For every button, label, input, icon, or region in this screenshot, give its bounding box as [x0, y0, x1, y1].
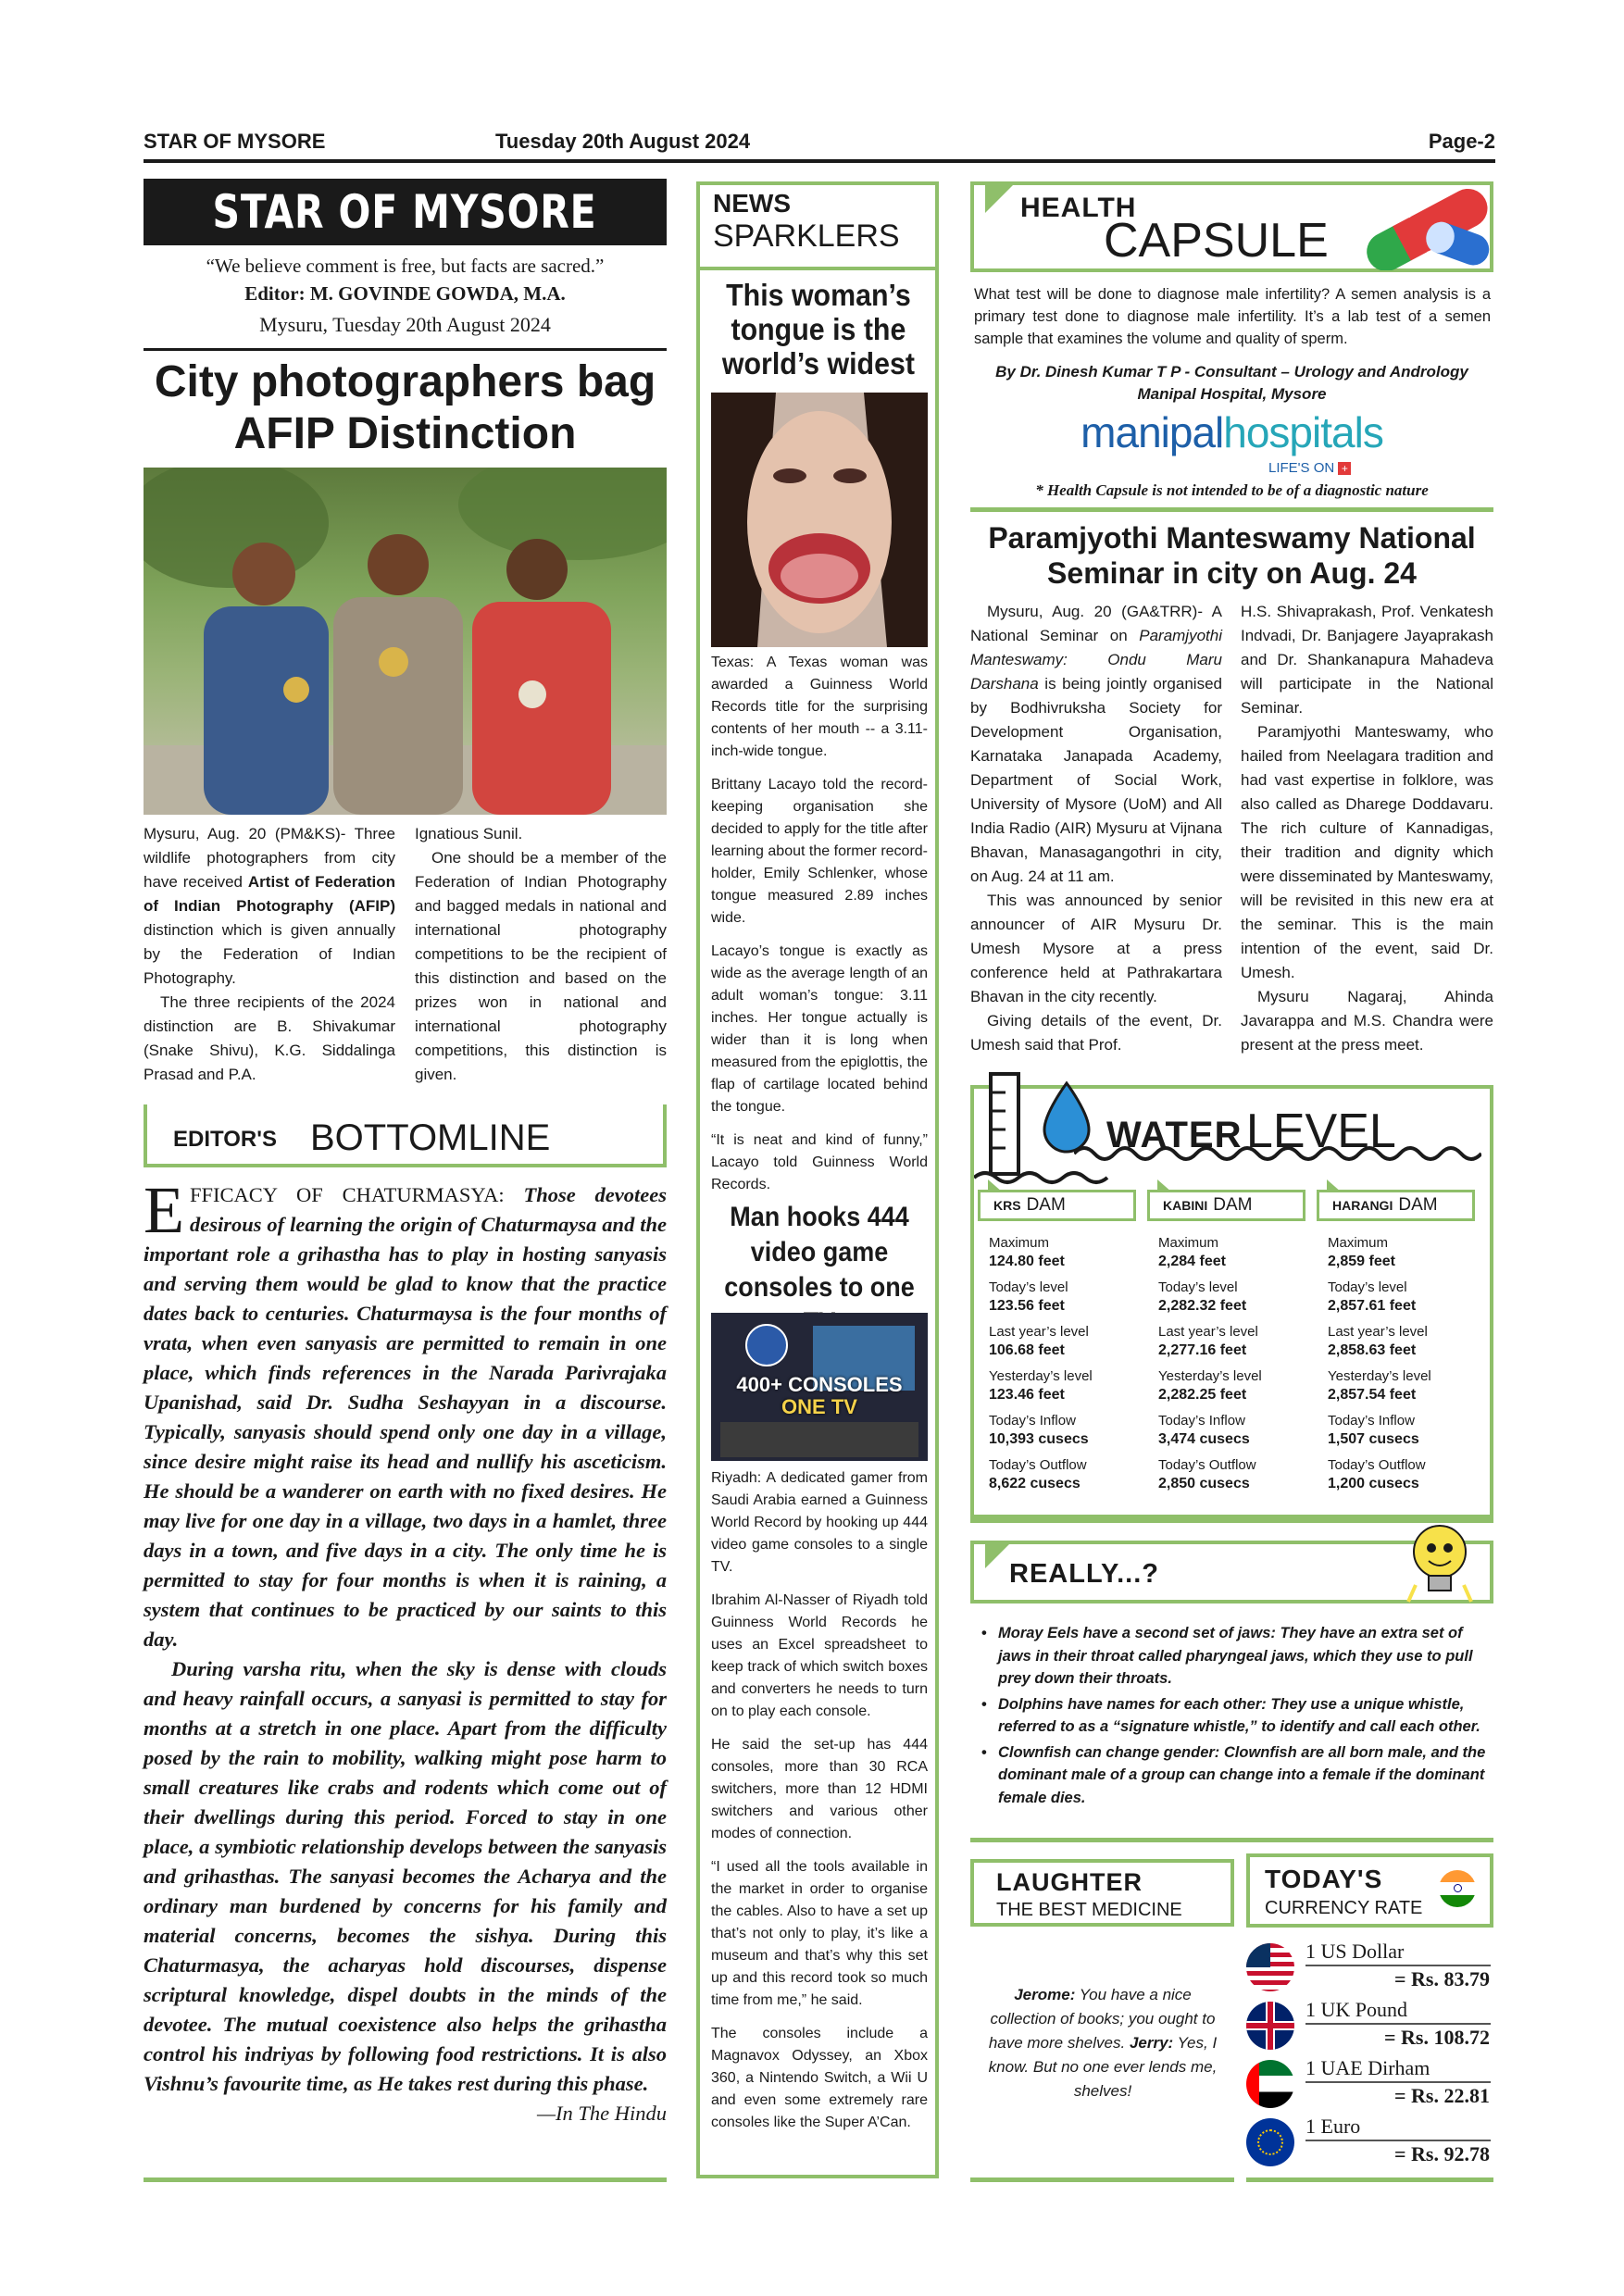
water-gauge-icon — [974, 1065, 1113, 1185]
dam-name-bold: KABINI — [1163, 1198, 1208, 1213]
story2-headline: Man hooks 444 video game consoles to one — [724, 1202, 915, 1303]
lightbulb-icon — [1403, 1518, 1477, 1606]
dam-name-bold: KRS — [993, 1198, 1021, 1213]
seminar-col2 — [1241, 600, 1493, 1057]
seminar-p1-italic: Paramjyothi Manteswamy: Ondu Maru Darshana — [970, 627, 1222, 693]
dam-row-label: Last year’s level — [1158, 1324, 1258, 1340]
laughter-speaker1: Jerome: — [1014, 1986, 1076, 2003]
water-label-bold: WATER — [1106, 1115, 1243, 1155]
dam-row-value: 2,859 feet — [1328, 1254, 1395, 1269]
dam-column-harangi — [1317, 1190, 1475, 1501]
news-label-rule — [696, 267, 939, 270]
health-disclaimer: * Health Capsule is not intended to be of a diagnostic nature — [1035, 481, 1429, 499]
currency-divider — [1305, 2081, 1491, 2083]
editors-p1: Those devotees desirous of learning the origin of Chaturmaysa and the important role a grihastha has to play in hosting sanyasis and serving them would be glad to know that the practice dates back to centuries. Chaturmaysa is the four months of vrata, when even sanyasis are permitted to remain in one place, which finds references in the Narada Parivrajaka Upanishad, said Dr. Sudha Seshayyan in a discourse. Typically, sanyasis should spend only one day in a village, since desire might raise its head and nullify his asceticism. He should be a wanderer on earth with no fixed desires. He may live for one day in a village, two days in a hamlet, three days in a town, and five days in a city. The only time he is permitted to stay for four months is when it is raining, a system that continues to be practiced by our saints to this day. — [144, 1183, 667, 1651]
currency-box — [1246, 1853, 1493, 1928]
lead-body-col1 — [144, 822, 395, 1087]
masthead-logo — [144, 179, 667, 245]
dam-row-label: Last year’s level — [1328, 1324, 1428, 1340]
manipal-logo-part1: manipal — [1081, 408, 1224, 456]
dam-row-label: Today’s Outflow — [1328, 1457, 1426, 1473]
story1-p2: Brittany Lacayo told the record-keeping organisation she decided to apply for the title after learning about the former record-holder, Emily Schlenker, whose tongue measured 2.89 inches wide. — [711, 777, 928, 926]
story2-p5: The consoles include a Magnavox Odyssey, an Xbox 360, a Nintendo Switch, a Wii U and even some extremely rare consoles like the Super A’Can. — [711, 2026, 928, 2130]
masthead-editor: Editor: M. GOVINDE GOWDA, M.A. — [244, 282, 566, 305]
currency-divider — [1305, 1965, 1491, 1966]
really-item — [970, 1622, 1493, 1691]
health-byline — [970, 361, 1493, 406]
health-body: What test will be done to diagnose male infertility? A semen analysis is a primary test done to diagnose male infertility. It’s a lab test of a semen sample that examines the volume and quality of sperm. — [974, 286, 1491, 347]
seminar-headline — [970, 520, 1493, 591]
lead-body-p1-text-a: Mysuru, Aug. 20 (PM&KS)- Three wildlife photographers from city have received — [144, 825, 395, 891]
dam-row-label: Yesterday’s level — [989, 1368, 1093, 1384]
really-items — [970, 1622, 1493, 1809]
dam-row-value: 124.80 feet — [989, 1254, 1065, 1269]
dam-row-label: Today’s Inflow — [1158, 1413, 1245, 1429]
editors-bottomline-label-box — [144, 1104, 667, 1167]
dam-row-value: 3,474 cusecs — [1158, 1431, 1250, 1447]
bullet-icon: • — [981, 1743, 987, 1761]
masthead-logo-text: STAR OF MYSORE — [213, 185, 597, 239]
story2-p1: Riyadh: A dedicated gamer from Saudi Arabia earned a Guinness World Record by hooking up 444 video game consoles to a single TV. — [711, 1470, 928, 1575]
currency-value: = Rs. 92.78 — [1394, 2142, 1490, 2165]
bullet-icon: • — [981, 1625, 987, 1641]
seminar-p6: Mysuru Nagaraj, Ahinda Javarappa and M.S. Chandra were present at the press meet. — [1241, 988, 1493, 1054]
lead-body-col2 — [415, 822, 667, 1087]
laughter-line2: Yes, I know. But no one ever lends me, shelves! — [988, 2034, 1218, 2100]
currency-unit: 1 UK Pound — [1305, 1998, 1408, 2021]
dam-corner-tab — [1327, 1179, 1342, 1192]
currency-unit: 1 US Dollar — [1305, 1940, 1405, 1963]
header-rule — [144, 159, 1495, 163]
uk-flag-icon — [1246, 2002, 1294, 2050]
photographers-illustration — [144, 468, 667, 815]
really-label: REALLY...? — [1009, 1559, 1160, 1589]
really-item-text: Clownfish can change gender: Clownfish are all born male, and the dominant male of a group can change into a female if the dominant female dies. — [998, 1743, 1486, 1806]
currency-divider — [1305, 2023, 1491, 2025]
dam-row-value: 1,507 cusecs — [1328, 1431, 1419, 1447]
lead-photo — [144, 468, 667, 815]
currency-row — [1246, 1940, 1493, 1995]
story2-photo-caption — [711, 1374, 928, 1418]
india-flag-icon — [1439, 1870, 1476, 1907]
dam-row-label: Today’s level — [1158, 1279, 1238, 1295]
dam-row-label: Today’s Inflow — [989, 1413, 1076, 1429]
currency-label-bold: TODAY'S — [1265, 1865, 1383, 1893]
dam-column-kabini — [1147, 1190, 1305, 1501]
health-byline-2: Manipal Hospital, Mysore — [1137, 385, 1327, 403]
dam-row-value: 2,858.63 feet — [1328, 1342, 1417, 1358]
seminar-p5: Paramjyothi Manteswamy, who hailed from Neelagara tradition and had vast expertise in folklore, was also called as Dharege Doddavaru. The rich culture of Kannadigas, their tradition and dignity which were disseminated by Manteswamy, will be revisited in this new era at the seminar. This is the main intention of the event, said Dr. Umesh. — [1241, 723, 1493, 981]
news-sparklers-label — [713, 189, 900, 254]
dam-row-label: Last year’s level — [989, 1324, 1089, 1340]
dam-row-value: 2,857.54 feet — [1328, 1387, 1417, 1403]
story2-body — [711, 1467, 928, 2145]
story2-p4: “I used all the tools available in the market in order to organise the cables. Also to have a set up that’s not only to play, it’s like a museum and that’s why this set up and this record took so much time from me,” he said. — [711, 1859, 928, 2008]
bullet-icon: • — [981, 1695, 987, 1713]
really-list — [970, 1622, 1493, 1812]
really-corner-tab — [985, 1544, 1009, 1568]
lead-body-p1-bold: Artist of Federation of Indian Photography (AFIP) — [144, 873, 395, 915]
editors-label-light: BOTTOMLINE — [310, 1117, 551, 1158]
story2-p3: He said the set-up has 444 consoles, more than 30 RCA switchers, more than 12 HDMI switchers and various other modes of connection. — [711, 1737, 928, 1841]
dam-row-value: 2,857.61 feet — [1328, 1298, 1417, 1314]
lead-headline-line1: City photographers bag — [154, 357, 656, 406]
seminar-headline-1: Paramjyothi Manteswamy National — [988, 521, 1476, 555]
dam-row-value: 2,277.16 feet — [1158, 1342, 1247, 1358]
dam-row-label: Yesterday’s level — [1328, 1368, 1431, 1384]
dam-column-krs — [978, 1190, 1136, 1501]
dam-row-value: 8,622 cusecs — [989, 1476, 1081, 1491]
really-item — [970, 1741, 1493, 1810]
story2-p2: Ibrahim Al-Nasser of Riyadh told Guinness World Records he uses an Excel spreadsheet to keep track of which switch boxes and converters he needs to turn on to play each console. — [711, 1592, 928, 1719]
dam-row-value: 10,393 cusecs — [989, 1431, 1089, 1447]
currency-value: = Rs. 83.79 — [1394, 1967, 1490, 1990]
story1-p1: Texas: A Texas woman was awarded a Guinness World Records title for the surprising contents of her mouth -- a 3.11-inch-wide tongue. — [711, 655, 928, 759]
dam-row-value: 123.56 feet — [989, 1298, 1065, 1314]
lead-headline-line2: AFIP Distinction — [233, 409, 577, 458]
dam-row-label: Today’s Outflow — [1158, 1457, 1256, 1473]
dam-row-value: 123.46 feet — [989, 1387, 1065, 1403]
health-capsule-header-box — [970, 181, 1493, 272]
water-dams — [978, 1190, 1487, 1504]
plus-icon: + — [1338, 462, 1351, 475]
water-level-label — [1106, 1104, 1396, 1159]
currency-row — [1246, 2115, 1493, 2170]
really-item-text: Moray Eels have a second set of jaws: They have an extra set of jaws in their throat called pharyngeal jaws, which they use to pull prey down their throats. — [998, 1625, 1473, 1687]
currency-rates — [1246, 1940, 1493, 2176]
news-label-bold: NEWS — [713, 189, 791, 218]
laughter-line1: You have a nice collection of books; you ought to have more shelves. — [988, 1986, 1216, 2052]
currency-unit: 1 Euro — [1305, 2115, 1361, 2138]
eu-flag-icon — [1246, 2118, 1294, 2166]
laughter-box — [970, 1859, 1234, 1927]
dam-row-label: Today’s Inflow — [1328, 1413, 1415, 1429]
health-label-bold: HEALTH — [1020, 193, 1137, 223]
currency-value: = Rs. 108.72 — [1384, 2026, 1490, 2049]
dam-row-value: 1,200 cusecs — [1328, 1476, 1419, 1491]
dam-name-light: DAM — [1398, 1195, 1438, 1215]
dam-row-label: Today’s level — [1328, 1279, 1407, 1295]
story2-caption-line2: ONE TV — [781, 1395, 857, 1418]
dam-row-label: Maximum — [989, 1235, 1050, 1251]
story1-p4: “It is neat and kind of funny,” Lacayo told Guinness World Records. — [711, 1132, 928, 1192]
left-bottom-rule — [144, 2177, 667, 2182]
dam-row-value: 2,282.25 feet — [1158, 1387, 1247, 1403]
health-byline-1: By Dr. Dinesh Kumar T P - Consultant – Urology and Andrology — [995, 363, 1468, 381]
dam-name-bold: HARANGI — [1332, 1198, 1393, 1213]
story1-headline: This woman’s tongue is the world’s widest — [721, 278, 915, 381]
laughter-speaker2: Jerry: — [1129, 2034, 1174, 2052]
seminar-p1-b: is being jointly organised by Bodhivruksha Society for Development Organisation, Karnataka Janapada Academy, Department of Social Work, University of Mysore (UoM) and All India Radio (AIR) Mysuru at Vijnana Bhavan, Manasagangothri in city, on Aug. 24 at 11 am. — [970, 675, 1222, 885]
laughter-joke — [981, 1983, 1224, 2103]
water-label-light: LEVEL — [1245, 1104, 1396, 1158]
page-header — [144, 130, 1495, 163]
uae-flag-icon — [1246, 2060, 1294, 2108]
lead-body-p1 — [144, 822, 395, 991]
dam-name-box — [1147, 1190, 1305, 1221]
capsule-icon — [1354, 185, 1497, 270]
dam-corner-tab — [988, 1179, 1003, 1192]
currency-value: = Rs. 22.81 — [1394, 2084, 1490, 2107]
really-bottom-rule — [970, 1838, 1493, 1842]
editors-bottomline-tab — [144, 1104, 147, 1164]
currency-unit: 1 UAE Dirham — [1305, 2056, 1430, 2079]
manipal-tagline — [1268, 460, 1351, 476]
dam-row-label: Maximum — [1328, 1235, 1389, 1251]
story2-photo — [711, 1313, 928, 1461]
dam-row-label: Maximum — [1158, 1235, 1219, 1251]
story2-caption-line1: 400+ CONSOLES — [736, 1373, 903, 1396]
laughter-label-bold: LAUGHTER — [996, 1868, 1143, 1896]
news-label-light: SPARKLERS — [713, 218, 900, 254]
currency-divider — [1305, 2140, 1491, 2141]
dam-row-label: Today’s level — [989, 1279, 1068, 1295]
dam-name-light: DAM — [1213, 1195, 1253, 1215]
us-flag-icon — [1246, 1943, 1294, 1991]
laughter-label-light: THE BEST MEDICINE — [996, 1900, 1182, 1920]
laughter-bottom-rule — [970, 2177, 1234, 2182]
dam-row-value: 2,284 feet — [1158, 1254, 1226, 1269]
dam-row-value: 2,850 cusecs — [1158, 1476, 1250, 1491]
dam-name-box — [978, 1190, 1136, 1221]
seminar-p1-a: Mysuru, Aug. 20 (GA&TRR)- A National Seminar on — [970, 603, 1222, 644]
dam-row-label: Today’s Outflow — [989, 1457, 1087, 1473]
health-label-light: CAPSULE — [1104, 214, 1329, 268]
editors-p2: During varsha ritu, when the sky is dense with clouds and heavy rainfall occurs, a sanyasi is permitted to stay for months at a stretch in one place. Apart from the difficulty posed by the rain to mobility, walking might pose harm to small creatures like crabs and rodents which come out of their dwellings during this period. Forced to stay in one place, a symbiotic relationship develops between the sanyasis and grihasthas. The sanyasi becomes the Acharya and the ordinary man burdened by concerns for his family and material concerns, becomes the sishya. During this Chaturmasya, the acharyas hold discourses, dispense scriptural knowledge, dispel doubts in the minds of the devotee. The mutual coexistence also helps the grihastha control his indriyas by following food restrictions. It is also Vishnu’s favourite time, as He takes rest during this phase. — [144, 1657, 667, 2095]
seminar-headline-2: Seminar in city on Aug. 24 — [1047, 556, 1417, 590]
masthead-rule — [144, 348, 667, 351]
currency-row — [1246, 2056, 1493, 2112]
health-corner-tab — [985, 185, 1013, 213]
health-bottom-rule — [970, 507, 1493, 512]
header-date: Tuesday 20th August 2024 — [495, 130, 751, 153]
editors-dropcap: E — [144, 1173, 184, 1247]
really-item-text: Dolphins have names for each other: They use a unique whistle, referred to as a “signature whistle,” to identify and call each other. — [998, 1695, 1480, 1735]
dam-row-value: 106.68 feet — [989, 1342, 1065, 1358]
dam-name-light: DAM — [1026, 1195, 1066, 1215]
manipal-logo — [970, 407, 1493, 457]
masthead-dateline: Mysuru, Tuesday 20th August 2024 — [259, 313, 551, 336]
woman-tongue-illustration — [711, 393, 928, 647]
manipal-logo-part2: hospitals — [1223, 408, 1383, 456]
seminar-p4: H.S. Shivaprakash, Prof. Venkatesh Indvadi, Dr. Banjagere Jayaprakash and Dr. Shankanapura Mahadeva will participate in the National Seminar. — [1241, 603, 1493, 717]
lead-body-p4: One should be a member of the Federation of Indian Photography and bagged medals in national and international photography competitions to be the recipient of this distinction and based on the prizes won in national and international photography competitions, this distinction is given. — [415, 849, 667, 1083]
story1-photo — [711, 393, 928, 647]
story1-body — [711, 652, 928, 1207]
lead-body-p2: The three recipients of the 2024 distinction are B. Shivakumar (Snake Shivu), K.G. Siddalinga Prasad and P.A. — [144, 993, 395, 1083]
header-page-number: Page-2 — [1428, 130, 1495, 153]
masthead-motto: “We believe comment is free, but facts are sacred.” — [206, 255, 605, 277]
dam-row-value: 2,282.32 feet — [1158, 1298, 1247, 1314]
editors-label-bold: EDITOR'S — [173, 1127, 277, 1152]
dam-corner-tab — [1157, 1179, 1172, 1192]
lead-body-p1-text-b: distinction which is given annually by the Federation of Indian Photography. — [144, 921, 395, 987]
manipal-tagline-text: LIFE'S ON — [1268, 460, 1335, 476]
dam-row-label: Yesterday’s level — [1158, 1368, 1262, 1384]
editors-credit: —In The Hindu — [537, 2102, 667, 2125]
editors-lead-caps: FFICACY OF CHATURMASYA: — [189, 1183, 505, 1206]
lead-headline — [144, 356, 667, 460]
seminar-p2: This was announced by senior announcer of AIR Mysuru Dr. Umesh Mysore at a press conference held at Pathrakartara Bhavan in the city recently. — [970, 892, 1222, 1005]
seminar-p1 — [970, 600, 1222, 889]
lead-body-p3: Ignatious Sunil. — [415, 825, 523, 842]
currency-label-light: CURRENCY RATE — [1265, 1898, 1423, 1918]
currency-row — [1246, 1998, 1493, 2053]
seminar-p3: Giving details of the event, Dr. Umesh said that Prof. — [970, 1012, 1222, 1054]
dam-name-box — [1317, 1190, 1475, 1221]
seminar-col1 — [970, 600, 1222, 1057]
story1-p3: Lacayo’s tongue is exactly as wide as the average length of an adult woman’s tongue: 3.11 inches. Her tongue actually is wider than it is long when measured from the epiglottis, the flap of cartilage located behind the tongue. — [711, 943, 928, 1115]
really-item — [970, 1693, 1493, 1739]
header-paper-name: STAR OF MYSORE — [144, 130, 326, 153]
currency-bottom-rule — [1246, 2177, 1493, 2182]
editors-bottomline-body — [144, 1173, 667, 2128]
